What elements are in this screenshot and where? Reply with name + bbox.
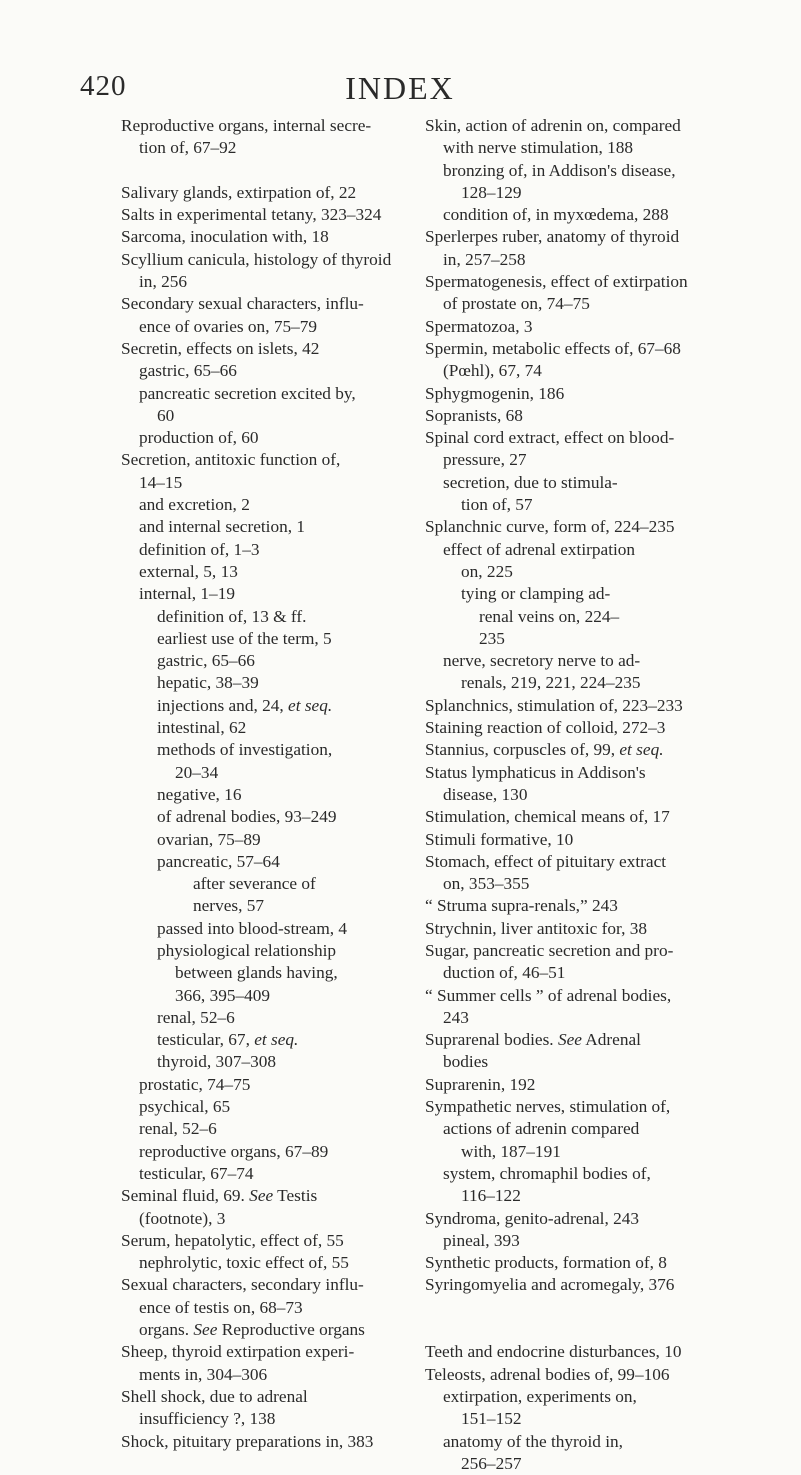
index-entry: renal, 52–6 [157,1007,235,1027]
index-entry: (footnote), 3 [139,1208,226,1228]
index-entry: nerves, 57 [193,896,265,916]
index-entry: pressure, 27 [443,450,527,470]
index-entry: Spermatogenesis, effect of extirpation [425,272,688,292]
index-entry: physiological relationship [157,940,337,960]
index-entry: 14–15 [139,472,183,492]
index-entry: Stomach, effect of pituitary extract [425,851,667,871]
index-entry: Reproductive organs, internal secre- [121,116,372,135]
index-entry: organs. See Reproductive organs [139,1320,365,1340]
index-entry: definition of, 1–3 [139,539,260,559]
index-entry: Serum, hepatolytic, effect of, 55 [121,1230,344,1250]
index-entry: bronzing of, in Addison's disease, [443,160,676,180]
index-entry: negative, 16 [157,784,242,804]
index-entry: Sheep, thyroid extirpation experi- [121,1342,355,1362]
index-entry: Sarcoma, inoculation with, 18 [121,227,329,247]
page-title: INDEX [345,70,455,106]
index-entry: Stimuli formative, 10 [425,829,574,849]
page-header [80,70,720,110]
index-entry: Synthetic products, formation of, 8 [425,1253,667,1273]
index-entry: Spermin, metabolic effects of, 67–68 [425,338,681,358]
index-entry: and excretion, 2 [139,495,250,515]
index-entry: Sperlerpes ruber, anatomy of thyroid [425,227,680,247]
index-entry: 235 [479,628,505,648]
index-entry: injections and, 24, et seq. [157,695,333,715]
index-entry: Shock, pituitary preparations in, 383 [121,1431,374,1451]
index-entry: effect of adrenal extirpation [443,539,636,559]
index-entry: ments in, 304–306 [139,1364,268,1384]
index-entry: ence of testis on, 68–73 [139,1297,303,1317]
index-entry: on, 225 [461,561,513,581]
index-entry: Syringomyelia and acromegaly, 376 [425,1275,675,1295]
index-entry: Suprarenal bodies. See Adrenal [425,1030,641,1050]
index-entry: psychical, 65 [139,1097,231,1117]
index-entry: methods of investigation, [157,740,333,760]
index-entry: renals, 219, 221, 224–235 [461,673,641,693]
index-entry: secretion, due to stimula- [443,472,618,492]
index-entry: on, 353–355 [443,874,530,894]
index-entry: passed into blood-stream, 4 [157,918,348,938]
index-entry: insufficiency ?, 138 [139,1409,276,1429]
index-entry: 116–122 [461,1186,521,1206]
index-entry: Sugar, pancreatic secretion and pro- [425,940,674,960]
index-entry: Secretion, antitoxic function of, [121,450,341,470]
index-entry: bodies [443,1052,489,1072]
index-entry: pancreatic secretion excited by, [139,383,356,403]
index-entry: renal, 52–6 [139,1119,217,1139]
index-entry: Teeth and endocrine disturbances, 10 [425,1342,682,1362]
index-entry: and internal secretion, 1 [139,517,306,537]
index-gap [121,160,405,182]
index-entry: Spinal cord extract, effect on blood- [425,428,675,448]
index-gap [425,1297,711,1319]
index-entry: intestinal, 62 [157,718,247,738]
index-entry: Secretin, effects on islets, 42 [121,338,320,358]
index-entry: Staining reaction of colloid, 272–3 [425,718,666,738]
index-entry: “ Struma supra-renals,” 243 [425,896,618,916]
index-entry: Spermatozoa, 3 [425,316,533,336]
index-entry: thyroid, 307–308 [157,1052,277,1072]
index-entry: tion of, 57 [461,495,533,515]
index-entry: of prostate on, 74–75 [443,294,590,314]
index-entry: ovarian, 75–89 [157,829,261,849]
index-entry: Teleosts, adrenal bodies of, 99–106 [425,1364,670,1384]
index-entry: 366, 395–409 [175,985,271,1005]
index-entry: 256–257 [461,1453,522,1473]
index-entry: Secondary sexual characters, influ- [121,294,364,314]
index-entry: of adrenal bodies, 93–249 [157,807,337,827]
index-entry: Suprarenin, 192 [425,1074,536,1094]
index-entry: Splanchnic curve, form of, 224–235 [425,517,675,537]
index-column-left [121,115,405,1453]
index-entry: Splanchnics, stimulation of, 223–233 [425,695,683,715]
index-entry: renal veins on, 224– [479,606,620,626]
index-entry: Status lymphaticus in Addison's [425,762,646,782]
index-entry: Sphygmogenin, 186 [425,383,565,403]
index-entry: testicular, 67–74 [139,1163,254,1183]
index-entry: nerve, secretory nerve to ad- [443,651,641,671]
index-entry: 151–152 [461,1409,522,1429]
index-entry: extirpation, experiments on, [443,1386,637,1406]
index-entry: definition of, 13 & ff. [157,606,307,626]
index-entry: tying or clamping ad- [461,584,611,604]
index-entry: in, 257–258 [443,249,526,269]
index-entry: Salivary glands, extirpation of, 22 [121,182,357,202]
index-entry: 20–34 [175,762,219,782]
index-entry: 128–129 [461,182,522,202]
index-entry: disease, 130 [443,784,528,804]
index-entry: tion of, 67–92 [139,138,237,158]
index-entry: 243 [443,1007,469,1027]
index-entry: 60 [157,405,175,425]
index-entry: between glands having, [175,963,338,983]
index-entry: earliest use of the term, 5 [157,628,332,648]
index-entry: Salts in experimental tetany, 323–324 [121,205,382,225]
index-entry: “ Summer cells ” of adrenal bodies, [425,985,672,1005]
index-column-right [425,115,711,1475]
index-entry: Shell shock, due to adrenal [121,1386,308,1406]
index-entry: external, 5, 13 [139,561,238,581]
index-entry: Strychnin, liver antitoxic for, 38 [425,918,647,938]
index-entry: pineal, 393 [443,1230,520,1250]
index-entry: Sopranists, 68 [425,405,523,425]
index-entry: hepatic, 38–39 [157,673,259,693]
index-entry: testicular, 67, et seq. [157,1030,299,1050]
index-entry: Stimulation, chemical means of, 17 [425,807,670,827]
index-entry: with nerve stimulation, 188 [443,138,634,158]
index-entry: Seminal fluid, 69. See Testis [121,1186,318,1206]
index-entry: internal, 1–19 [139,584,235,604]
page-number: 420 [80,70,127,102]
index-entry: after severance of [193,874,316,894]
index-entry: (Pœhl), 67, 74 [443,361,542,381]
index-entry: pancreatic, 57–64 [157,851,280,871]
index-entry: condition of, in myxœdema, 288 [443,205,669,225]
index-entry: with, 187–191 [461,1141,561,1161]
index-entry: nephrolytic, toxic effect of, 55 [139,1253,349,1273]
index-entry: ence of ovaries on, 75–79 [139,316,318,336]
index-entry: Skin, action of adrenin on, compared [425,116,681,135]
index-entry: Sexual characters, secondary influ- [121,1275,364,1295]
index-entry: gastric, 65–66 [157,651,255,671]
index-entry: production of, 60 [139,428,259,448]
index-entry: in, 256 [139,272,188,292]
index-entry: system, chromaphil bodies of, [443,1163,651,1183]
index-entry: actions of adrenin compared [443,1119,640,1139]
index-entry: Sympathetic nerves, stimulation of, [425,1097,671,1117]
index-entry: Scyllium canicula, histology of thyroid [121,249,392,269]
index-entry: Stannius, corpuscles of, 99, et seq. [425,740,664,760]
index-entry: reproductive organs, 67–89 [139,1141,329,1161]
index-entry: anatomy of the thyroid in, [443,1431,623,1451]
index-gap [425,1319,711,1341]
index-entry: gastric, 65–66 [139,361,237,381]
index-entry: Syndroma, genito-adrenal, 243 [425,1208,640,1228]
index-entry: duction of, 46–51 [443,963,566,983]
index-entry: prostatic, 74–75 [139,1074,251,1094]
